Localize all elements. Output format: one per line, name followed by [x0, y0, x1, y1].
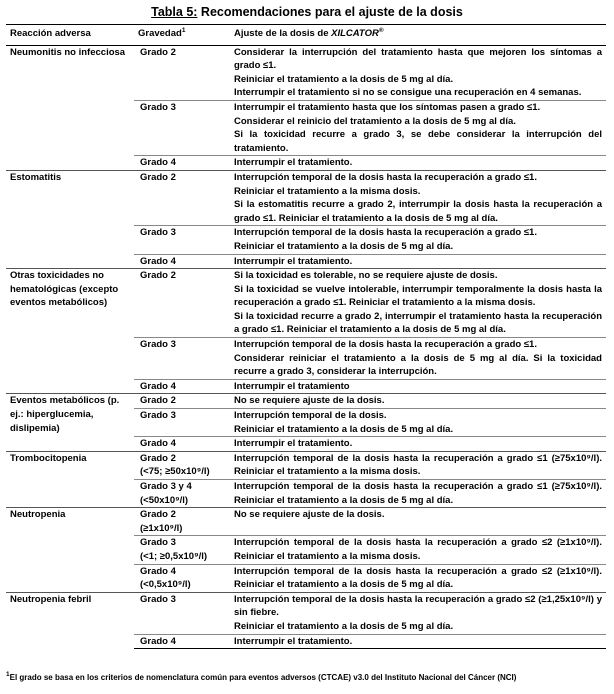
- table-title-text: Recomendaciones para el ajuste de la dosis: [197, 5, 463, 19]
- adjustment-text: Interrupción temporal de la dosis.: [234, 410, 387, 422]
- dose-adjustment-cell: [230, 100, 606, 155]
- dose-adjustment-cell: [230, 379, 606, 394]
- header-severity-label: Gravedad: [138, 28, 182, 39]
- severity-grade: Grado 4: [140, 635, 176, 647]
- dose-adjustment-cell: [230, 536, 606, 564]
- adverse-reaction-cell: Estomatitis: [6, 170, 134, 268]
- header-dose-adjustment: [230, 25, 606, 46]
- dose-adjustment-cell: [230, 226, 606, 254]
- dose-adjustment-cell: [230, 45, 606, 100]
- adjustment-text: Considerar reiniciar el tratamiento a la dosis de 5 mg al día. Si la toxicidad recurre a grado 3, considerar la interrupción.: [234, 352, 602, 378]
- table-row: [6, 394, 606, 409]
- dose-adjustment-cell: [230, 409, 606, 437]
- adjustment-text: No se requiere ajuste de la dosis.: [234, 509, 385, 521]
- severity-cell: [134, 437, 230, 452]
- severity-cell: [134, 338, 230, 380]
- adjustment-text: Interrumpir el tratamiento si no se consigue una recuperación en 4 semanas.: [234, 87, 582, 99]
- table-row: [6, 592, 606, 634]
- adjustment-text: Si la toxicidad recurre a grado 3, se debe considerar la interrupción del tratamiento.: [234, 129, 602, 154]
- severity-cell: [134, 269, 230, 338]
- severity-grade: Grado 3 y 4: [140, 481, 192, 492]
- table-row: [6, 45, 606, 100]
- severity-range: (<1; ≥0,5x10⁹/l): [140, 550, 208, 562]
- adjustment-text: Si la toxicidad recurre a grado 2, interrumpir el tratamiento hasta la recuperación a grado ≤1. Reiniciar el tratamiento a la dosis de 5 mg al día.: [234, 310, 602, 336]
- adjustment-text: Interrumpir el tratamiento.: [234, 438, 353, 450]
- adjustment-text: Considerar la interrupción del tratamiento hasta que mejoren los síntomas a grado ≤1.: [234, 46, 602, 72]
- severity-range: (<0,5x10⁹/l): [140, 579, 191, 591]
- dose-adjustment-cell: [230, 451, 606, 479]
- dose-adjustment-cell: [230, 170, 606, 225]
- severity-grade: Grado 2: [140, 452, 176, 464]
- dose-adjustment-cell: [230, 394, 606, 409]
- table-row: [6, 170, 606, 225]
- severity-grade: Grado 2: [140, 270, 176, 282]
- adverse-reaction-cell: Eventos metabólicos (p. ej.: hiperglucemia, dislipemia): [6, 394, 134, 451]
- adjustment-text: Reiniciar el tratamiento a la dosis de 5 mg al día.: [234, 73, 454, 85]
- severity-grade: Grado 3: [140, 339, 176, 351]
- adjustment-text: Interrupción temporal de la dosis hasta la recuperación a grado ≤1.: [234, 171, 537, 183]
- dose-adjustment-cell: [230, 254, 606, 269]
- table-number: Tabla 5:: [151, 5, 198, 19]
- dose-adjustment-cell: [230, 508, 606, 536]
- severity-cell: [134, 634, 230, 649]
- dose-adjustment-cell: [230, 269, 606, 338]
- adjustment-text: Interrumpir el tratamiento.: [234, 157, 353, 169]
- adverse-reaction-cell: Neumonitis no infecciosa: [6, 45, 134, 170]
- adjustment-text: Interrupción temporal de la dosis hasta la recuperación a grado ≤1.: [234, 339, 537, 351]
- severity-grade: Grado 3: [140, 410, 176, 422]
- dose-adjustment-cell: [230, 437, 606, 452]
- adjustment-text: Interrupción temporal de la dosis hasta la recuperación a grado ≤1 (≥75x10⁹/l). Reiniciar el tratamiento a la misma dosis.: [234, 452, 602, 478]
- table-row: [6, 269, 606, 338]
- severity-cell: [134, 226, 230, 254]
- severity-grade: Grado 4: [140, 565, 176, 577]
- dose-adjustment-cell: [230, 564, 606, 592]
- adjustment-text: Interrumpir el tratamiento: [234, 380, 350, 392]
- header-severity: [134, 25, 230, 46]
- severity-cell: [134, 394, 230, 409]
- header-drug-name: XILCATOR: [331, 28, 379, 39]
- adjustment-text: Considerar el reinicio del tratamiento a la dosis de 5 mg al día.: [234, 115, 516, 127]
- severity-range: (<50x10⁹/l): [140, 494, 189, 506]
- table-row: [6, 451, 606, 479]
- severity-cell: [134, 45, 230, 100]
- severity-grade: Grado 2: [140, 395, 176, 407]
- severity-grade: Grado 2: [140, 509, 176, 521]
- adjustment-text: Interrumpir el tratamiento.: [234, 255, 353, 267]
- table-body: [6, 45, 606, 649]
- severity-cell: [134, 170, 230, 225]
- header-adverse-reaction: Reacción adversa: [6, 25, 134, 46]
- header-row: [6, 25, 606, 46]
- dose-adjustment-cell: [230, 156, 606, 171]
- adjustment-text: Si la estomatitis recurre a grado 2, interrumpir la dosis hasta la recuperación a grado ≤1. Reiniciar el tratamiento a la dosis de 5 mg al día.: [234, 199, 602, 224]
- severity-cell: [134, 592, 230, 634]
- adjustment-text: Interrupción temporal de la dosis hasta la recuperación a grado ≤2 (≥1x10⁹/l). Reiniciar el tratamiento a la dosis de 5 mg al día.: [234, 565, 602, 591]
- severity-cell: [134, 536, 230, 564]
- severity-cell: [134, 379, 230, 394]
- dose-adjustment-cell: [230, 480, 606, 508]
- severity-range: (≥1x10⁹/l): [140, 522, 183, 534]
- adverse-reaction-cell: Otras toxicidades no hematológicas (excepto eventos metabólicos): [6, 269, 134, 394]
- table-title: [0, 4, 614, 20]
- severity-cell: [134, 508, 230, 536]
- severity-grade: Grado 2: [140, 46, 176, 58]
- severity-cell: [134, 409, 230, 437]
- adverse-reaction-cell: Neutropenia: [6, 508, 134, 593]
- adjustment-text: Reiniciar el tratamiento a la misma dosis.: [234, 185, 421, 197]
- severity-range: (<75; ≥50x10⁹/l): [140, 466, 210, 478]
- severity-cell: [134, 100, 230, 155]
- severity-grade: Grado 3: [140, 537, 176, 549]
- severity-grade: Grado 2: [140, 171, 176, 183]
- footnote-mark: 1: [6, 671, 10, 678]
- adjustment-text: Si la toxicidad es tolerable, no se requiere ajuste de dosis.: [234, 270, 498, 282]
- adverse-reaction-cell: Trombocitopenia: [6, 451, 134, 507]
- severity-grade: Grado 4: [140, 255, 176, 267]
- severity-cell: [134, 156, 230, 171]
- dose-adjustment-cell: [230, 592, 606, 634]
- severity-cell: [134, 254, 230, 269]
- adverse-reaction-cell: Neutropenia febril: [6, 592, 134, 648]
- adjustment-text: Interrumpir el tratamiento hasta que los síntomas pasen a grado ≤1.: [234, 101, 541, 113]
- severity-grade: Grado 3: [140, 101, 176, 113]
- footnote: [6, 672, 610, 683]
- table-row: [6, 508, 606, 536]
- adjustment-text: Reiniciar el tratamiento a la dosis de 5 mg al día.: [234, 240, 454, 252]
- adjustment-text: Reiniciar el tratamiento a la dosis de 5 mg al día.: [234, 620, 454, 632]
- severity-grade: Grado 3: [140, 227, 176, 239]
- adjustment-text: Reiniciar el tratamiento a la dosis de 5 mg al día.: [234, 423, 454, 435]
- severity-grade: Grado 3: [140, 593, 176, 605]
- header-dose-adjustment-label: Ajuste de la dosis de: [234, 28, 332, 39]
- severity-cell: [134, 564, 230, 592]
- severity-cell: [134, 480, 230, 508]
- severity-grade: Grado 4: [140, 438, 176, 450]
- footnote-text: El grado se basa en los criterios de nomenclatura común para eventos adversos (CTCAE) v3.0 del Instituto Nacional del Cáncer (NCI): [9, 673, 517, 682]
- severity-grade: Grado 4: [140, 380, 176, 392]
- registered-mark: ®: [378, 27, 384, 34]
- footnote-ref: 1: [181, 27, 186, 34]
- severity-cell: [134, 451, 230, 479]
- dose-adjustment-table: [6, 24, 606, 649]
- dose-adjustment-cell: [230, 338, 606, 380]
- severity-grade: Grado 4: [140, 157, 176, 169]
- adjustment-text: Si la toxicidad se vuelve intolerable, interrumpir temporalmente la dosis hasta la recuperación a grado ≤1. Reiniciar el tratamiento a la misma dosis.: [234, 283, 602, 309]
- adjustment-text: No se requiere ajuste de la dosis.: [234, 395, 385, 407]
- adjustment-text: Interrupción temporal de la dosis hasta la recuperación a grado ≤1.: [234, 227, 537, 239]
- adjustment-text: Interrupción temporal de la dosis hasta la recuperación a grado ≤2 (≥1,25x10⁹/l) y sin fiebre.: [234, 593, 602, 619]
- dose-adjustment-cell: [230, 634, 606, 649]
- adjustment-text: Interrupción temporal de la dosis hasta la recuperación a grado ≤2 (≥1x10⁹/l). Reiniciar el tratamiento a la misma dosis.: [234, 537, 602, 562]
- adjustment-text: Interrumpir el tratamiento.: [234, 635, 353, 647]
- adjustment-text: Interrupción temporal de la dosis hasta la recuperación a grado ≤1 (≥75x10⁹/l). Reiniciar el tratamiento a la dosis de 5 mg al día.: [234, 481, 602, 506]
